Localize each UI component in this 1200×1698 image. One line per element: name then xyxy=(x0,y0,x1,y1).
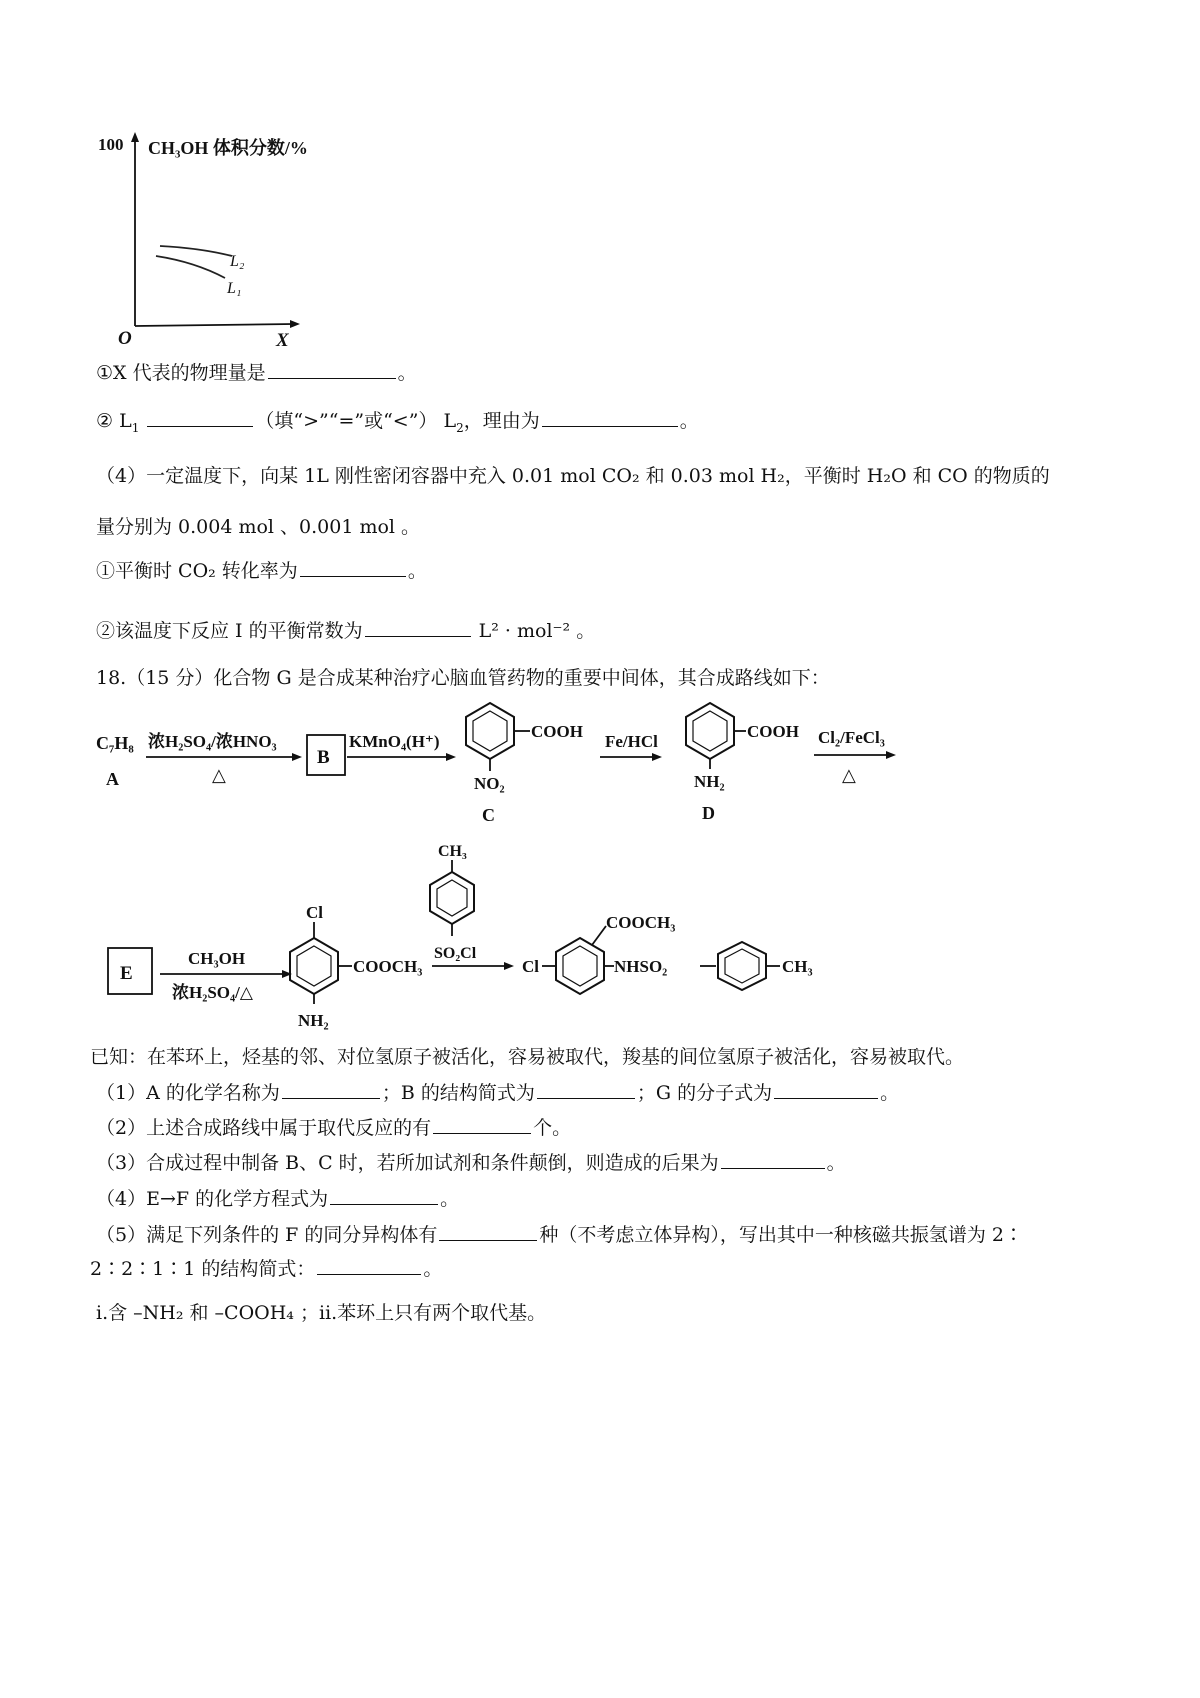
q18-p5-line1: （5）满足下列条件的 F 的同分异构体有 种（不考虑立体异构），写出其中一种核磁共振氢谱为 2∶ xyxy=(96,1224,1023,1246)
compound-d-nh2: NH₂ xyxy=(694,772,725,791)
answer-blank[interactable] xyxy=(542,408,678,427)
q3-line1-text: ①X 代表的物理量是 xyxy=(96,362,266,384)
q18-conditions: ⅰ.含 –NH₂ 和 –COOH₄ ；ⅱ.苯环上只有两个取代基。 xyxy=(96,1302,547,1324)
compound-c-no2: NO₂ xyxy=(474,774,505,793)
q4-stem-line2: 量分别为 0.004 mol 、0.001 mol 。 xyxy=(96,516,421,538)
q18-p5-line2: 2∶2∶1∶1 的结构简式： 。 xyxy=(90,1258,443,1280)
answer-blank[interactable] xyxy=(268,360,396,379)
tscl-so2cl: SO₂Cl xyxy=(434,945,477,962)
answer-blank[interactable] xyxy=(439,1222,537,1241)
answer-blank[interactable] xyxy=(147,408,253,427)
q3-line2: ② $L_1$ （填“>”“=”或“<”） $L_2$，理由为 。 xyxy=(96,410,699,435)
reagent-esterification: CH₃OH xyxy=(188,949,246,968)
q4-sub1: ①平衡时 CO₂ 转化率为 。 xyxy=(96,560,427,582)
curve-label-l1: L₁ xyxy=(227,280,242,297)
compound-d-cooh: COOH xyxy=(747,722,799,741)
q18-known: 已知：在苯环上，烃基的邻、对位氢原子被活化，容易被取代，羧基的间位氢原子被活化，容易被取代。 xyxy=(90,1046,965,1068)
compound-d-label: D xyxy=(702,803,715,823)
answer-blank[interactable] xyxy=(330,1186,438,1205)
q18-p4: （4）E→F 的化学方程式为 。 xyxy=(96,1188,460,1210)
origin-label: O xyxy=(118,328,132,349)
curve-label-l2: L₂ xyxy=(230,253,245,270)
ch3oh-fraction-graph xyxy=(90,128,350,353)
reagent-chlorination: Cl₂/FeCl₃ xyxy=(818,728,885,747)
y-tick-100: 100 xyxy=(98,135,124,154)
compound-c-label: C xyxy=(482,805,495,825)
compound-g-nhso2: NHSO₂ xyxy=(614,957,668,976)
tscl-ch3: CH₃ xyxy=(438,843,467,860)
compound-c-cooh: COOH xyxy=(531,722,583,741)
compound-a-label: A xyxy=(106,769,119,789)
answer-blank[interactable] xyxy=(317,1256,421,1275)
compound-g-cl: Cl xyxy=(522,957,539,976)
compound-a-formula: C₇H₈ xyxy=(96,733,134,753)
reagent-oxidation: KMnO₄(H⁺) xyxy=(349,732,440,751)
compound-f-ester: COOCH₃ xyxy=(353,957,423,976)
answer-blank[interactable] xyxy=(300,558,406,577)
answer-blank[interactable] xyxy=(721,1150,825,1169)
q18-title: 18.（15 分）化合物 G 是合成某种治疗心脑血管药物的重要中间体，其合成路线如下： xyxy=(96,667,830,689)
answer-blank[interactable] xyxy=(537,1080,635,1099)
compound-e-label: E xyxy=(120,963,133,984)
compound-b-label: B xyxy=(317,747,330,768)
reagent-reduction: Fe/HCl xyxy=(605,732,658,751)
q3-line1: ①X 代表的物理量是 。 xyxy=(96,362,417,384)
curve-l1 xyxy=(156,256,225,278)
curve-l2 xyxy=(160,246,232,256)
synthesis-scheme-row2 xyxy=(96,838,856,1038)
answer-blank[interactable] xyxy=(774,1080,878,1099)
q18-p1: （1）A 的化学名称为 ；B 的结构简式为 ；G 的分子式为 。 xyxy=(96,1082,900,1104)
q4-stem-line1: （4）一定温度下，向某 1L 刚性密闭容器中充入 0.01 mol CO₂ 和 0.03 mol H₂，平衡时 H₂O 和 CO 的物质的 xyxy=(96,465,1050,487)
answer-blank[interactable] xyxy=(365,618,471,637)
answer-blank[interactable] xyxy=(282,1080,380,1099)
q4-sub2: ②该温度下反应 Ⅰ 的平衡常数为 L² · mol⁻² 。 xyxy=(96,620,596,642)
q18-p3: （3）合成过程中制备 B、C 时，若所加试剂和条件颠倒，则造成的后果为 。 xyxy=(96,1152,846,1174)
compound-f-cl: Cl xyxy=(306,903,323,922)
compound-f-nh2: NH₂ xyxy=(298,1011,329,1030)
svg-text:△: △ xyxy=(842,765,856,785)
compound-g-ester: COOCH₃ xyxy=(606,913,676,932)
svg-text:△: △ xyxy=(212,765,226,785)
reagent-nitration: 浓H₂SO₄/浓HNO₃ xyxy=(148,732,277,751)
synthesis-scheme-row1 xyxy=(90,695,910,835)
q18-p2: （2）上述合成路线中属于取代反应的有 个。 xyxy=(96,1117,572,1139)
y-axis-label: CH₃OH 体积分数/% xyxy=(148,138,308,158)
svg-text:浓H₂SO₄/△: 浓H₂SO₄/△ xyxy=(172,983,253,1002)
x-axis-label: X xyxy=(276,330,289,351)
answer-blank[interactable] xyxy=(433,1115,531,1134)
compound-g-ch3: CH₃ xyxy=(782,957,813,976)
